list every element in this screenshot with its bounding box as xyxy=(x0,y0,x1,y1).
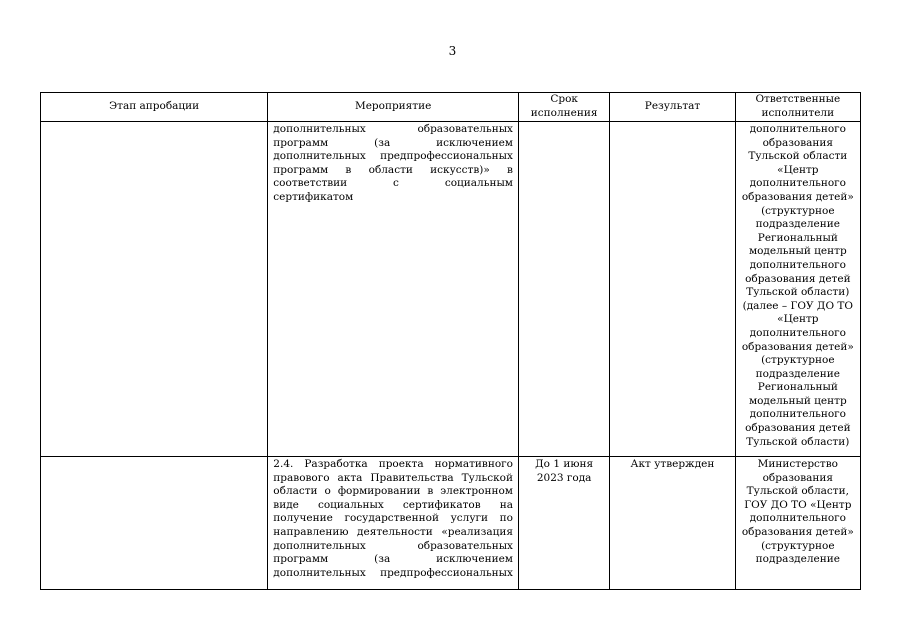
header-deadline: Срок исполнения xyxy=(518,93,609,122)
cell-responsible: Министерство образования Тульской области, ГОУ ДО ТО «Центр дополнительного образования детей» (структурное подразделение xyxy=(735,457,860,590)
header-responsible: Ответственные исполнители xyxy=(735,93,860,122)
activity-line: дополнительных образовательных xyxy=(273,539,513,552)
activity-line: дополнительных предпрофессиональных xyxy=(273,566,513,579)
cell-activity xyxy=(268,457,519,590)
cell-deadline xyxy=(518,122,609,457)
header-result: Результат xyxy=(610,93,735,122)
cell-activity xyxy=(268,122,519,457)
header-activity: Мероприятие xyxy=(268,93,519,122)
cell-stage xyxy=(41,122,268,457)
cell-stage xyxy=(41,457,268,590)
activity-line: соответствии с социальным xyxy=(273,177,513,190)
activity-line: направлению деятельности «реализация xyxy=(273,525,513,538)
activity-line: 2.4. Разработка проекта нормативного xyxy=(273,458,513,470)
activity-line: области о формировании в электронном xyxy=(273,485,513,498)
header-stage: Этап апробации xyxy=(41,93,268,122)
activity-line: правового акта Правительства Тульской xyxy=(273,471,513,484)
table-row xyxy=(41,122,861,457)
activity-line: программ в области искусств)» в xyxy=(273,163,513,176)
activity-line: программ (за исключением xyxy=(273,553,513,566)
activity-line: сертификатом xyxy=(273,190,354,203)
table-row xyxy=(41,457,861,590)
activity-line: программ (за исключением xyxy=(273,136,513,149)
activity-line: дополнительных образовательных xyxy=(273,123,513,135)
cell-responsible: дополнительного образования Тульской области «Центр дополнительного образования детей» (структурное подразделение Региональный модельный центр дополнительного образования детей Тульской области) (далее – ГОУ ДО ТО «Центр дополнительного образования детей» (структурное подразделение Региональный модельный центр дополнительного образования детей Тульской области) xyxy=(735,122,860,457)
approbation-table xyxy=(40,92,861,590)
table-header-row xyxy=(41,93,861,122)
cell-result xyxy=(610,122,735,457)
cell-deadline: До 1 июня 2023 года xyxy=(518,457,609,590)
activity-line: дополнительных предпрофессиональных xyxy=(273,150,513,163)
page-number: 3 xyxy=(448,44,457,58)
activity-line: получение государственной услуги по xyxy=(273,512,513,525)
activity-line: виде социальных сертификатов на xyxy=(273,498,513,511)
cell-result: Акт утвержден xyxy=(610,457,735,590)
